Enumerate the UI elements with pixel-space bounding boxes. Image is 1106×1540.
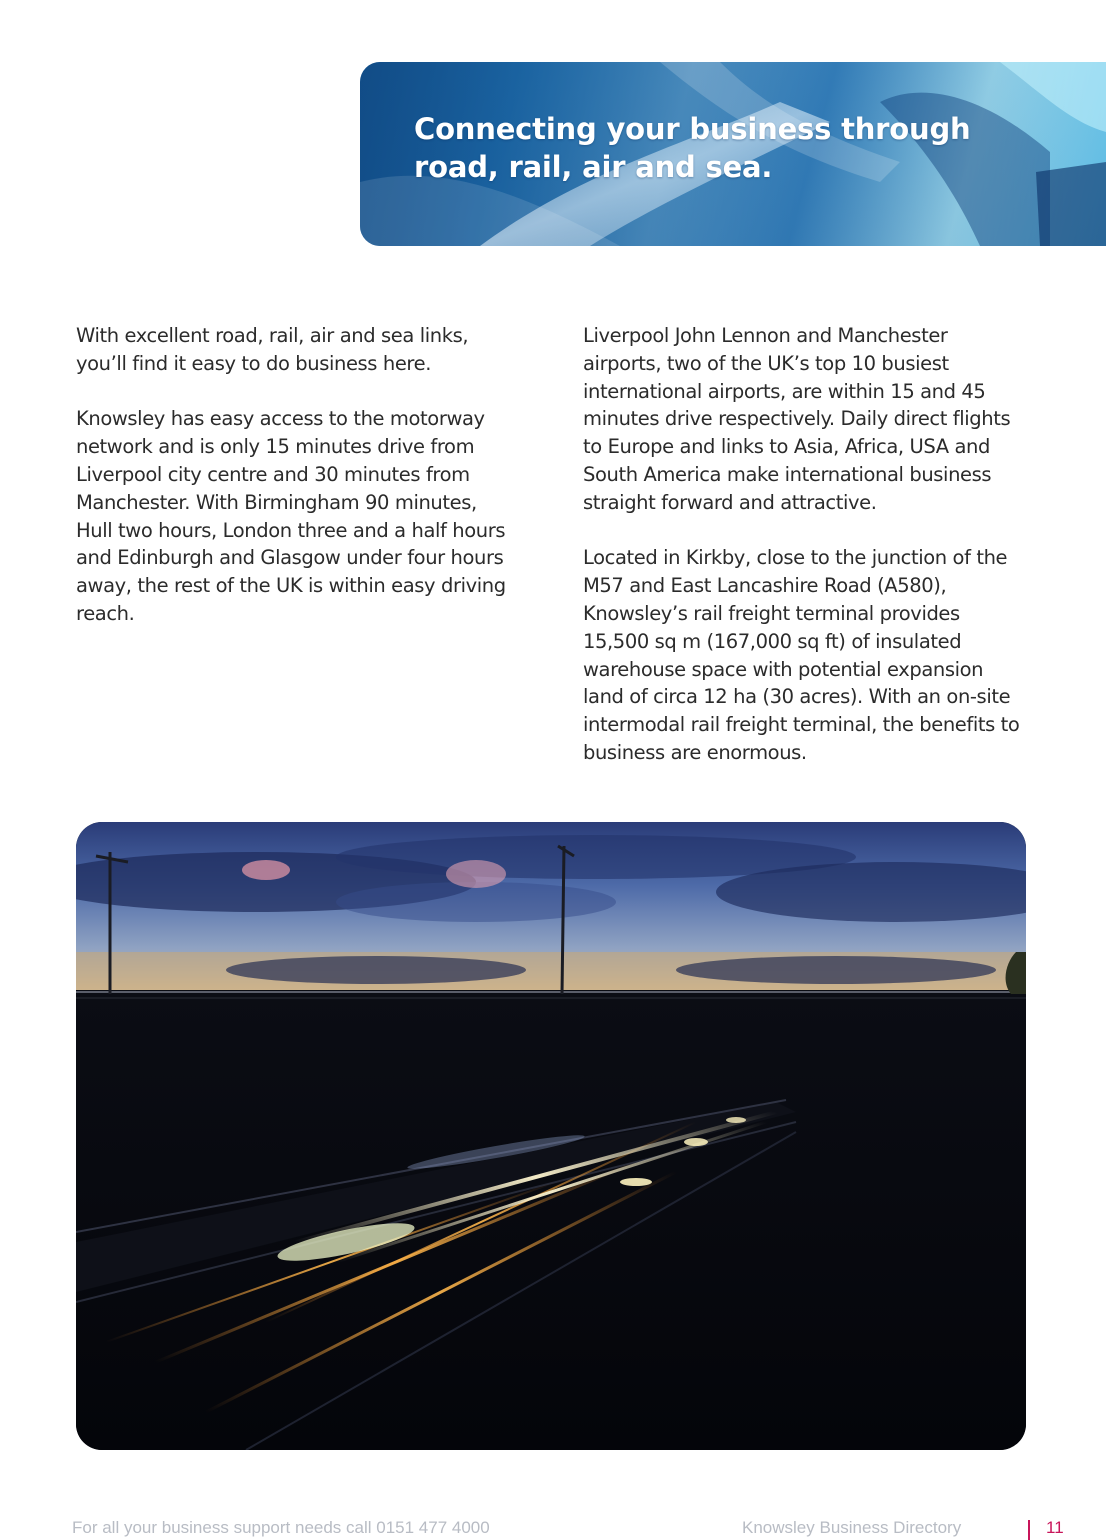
footer-divider [1028,1520,1030,1540]
left-column [76,322,516,656]
page-number: 11 [1046,1518,1064,1537]
footer-support-line: For all your business support needs call 0151 477 4000 [72,1518,490,1537]
left-paragraph-1: With excellent road, rail, air and sea links, you’ll find it easy to do business here. [76,324,469,375]
motorway-night-illustration [76,822,1026,1450]
left-paragraph-2: Knowsley has easy access to the motorway network and is only 15 minutes drive from Liverpool city centre and 30 minutes from Manchester. With Birmingham 90 minutes, Hull two hours, London three and a half hours and Edinburgh and Glasgow under four hours away, the rest of the UK is within easy driving reach. [76,407,506,625]
header-banner [360,62,1106,246]
motorway-night-photo [76,822,1026,1450]
right-paragraph-2: Located in Kirkby, close to the junction of the M57 and East Lancashire Road (A580), Knowsley’s rail freight terminal provides 15,500 sq m (167,000 sq ft) of insulated warehouse space with potential expansion land of circa 12 ha (30 acres). With an on-site intermodal rail freight terminal, the benefits to business are enormous. [583,546,1020,764]
footer-directory-title: Knowsley Business Directory [742,1518,962,1537]
banner-title [414,110,970,186]
banner-title-line1: Connecting your business through [414,112,971,146]
right-paragraph-1: Liverpool John Lennon and Manchester airports, two of the UK’s top 10 busiest international airports, are within 15 and 45 minutes drive respectively. Daily direct flights to Europe and links to Asia, Africa, USA and South America make international business straight forward and attractive. [583,324,1011,514]
banner-title-line2: road, rail, air and sea. [414,150,773,184]
right-column [583,322,1023,795]
